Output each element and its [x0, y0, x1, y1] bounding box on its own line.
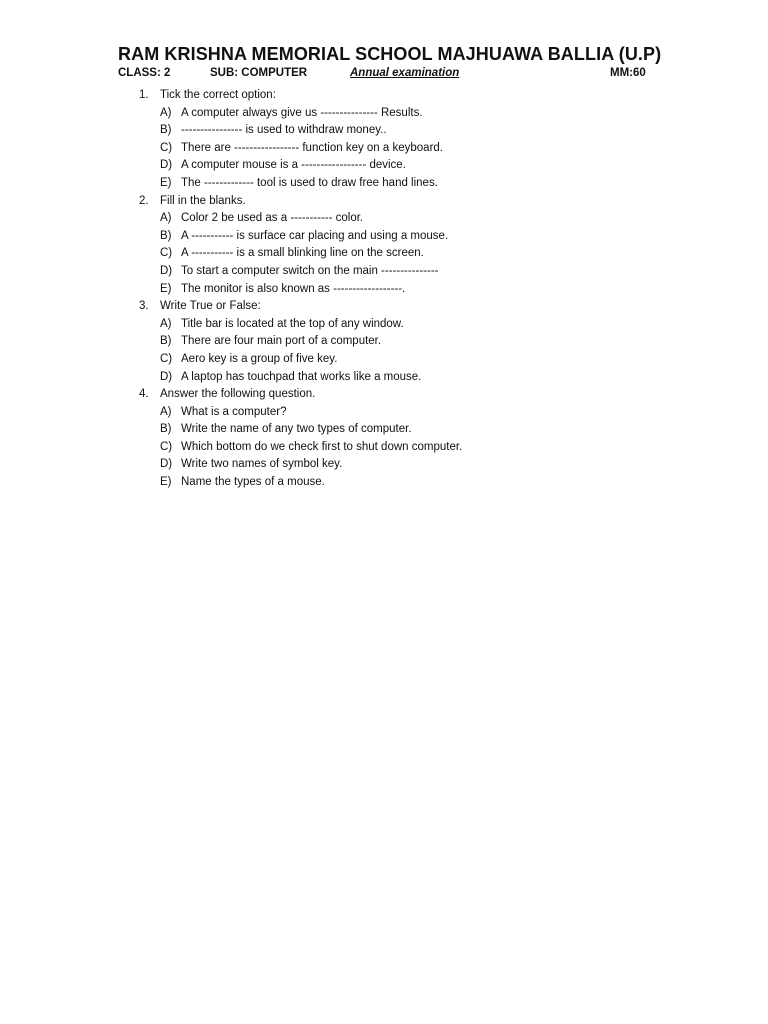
- sub-question-letter: A): [160, 106, 172, 119]
- sub-question-letter: B): [160, 124, 172, 137]
- sub-question-letter: A): [160, 212, 172, 225]
- sub-question-letter: C): [160, 352, 173, 365]
- sub-question-letter: B): [160, 423, 172, 436]
- sub-question-text: A computer mouse is a ----------------- device.: [181, 159, 406, 172]
- sub-question: [0, 140, 768, 158]
- question-heading: [0, 87, 768, 105]
- question-number: 1.: [139, 89, 149, 101]
- sub-question: [0, 439, 768, 457]
- max-marks: MM:60: [610, 67, 646, 79]
- question-list: [0, 87, 768, 492]
- sub-question-letter: D): [160, 159, 173, 172]
- sub-question-letter: D): [160, 264, 173, 277]
- sub-question-text: What is a computer?: [181, 405, 287, 418]
- sub-question-letter: E): [160, 176, 172, 189]
- sub-question-letter: C): [160, 247, 173, 260]
- sub-question-text: A computer always give us --------------- Results.: [181, 106, 423, 119]
- sub-question-text: The ------------- tool is used to draw free hand lines.: [181, 176, 438, 189]
- sub-question: [0, 316, 768, 334]
- question-text: Fill in the blanks.: [160, 194, 246, 207]
- sub-question-text: Write two names of symbol key.: [181, 458, 343, 471]
- sub-question: [0, 210, 768, 228]
- sub-question-text: Title bar is located at the top of any window.: [181, 317, 404, 330]
- sub-question-letter: E): [160, 282, 172, 295]
- sub-question-letter: A): [160, 405, 172, 418]
- sub-question-text: A ----------- is a small blinking line on the screen.: [181, 247, 424, 260]
- sub-question-letter: B): [160, 229, 172, 242]
- sub-question-text: Which bottom do we check first to shut down computer.: [181, 440, 463, 453]
- sub-question-text: A laptop has touchpad that works like a mouse.: [181, 370, 422, 383]
- sub-question-text: There are ----------------- function key on a keyboard.: [181, 141, 443, 154]
- sub-question-text: A ----------- is surface car placing and using a mouse.: [181, 229, 449, 242]
- school-title: RAM KRISHNA MEMORIAL SCHOOL MAJHUAWA BALLIA (U.P): [118, 44, 662, 64]
- question-number: 4.: [139, 388, 149, 401]
- sub-question: [0, 245, 768, 263]
- sub-question-letter: D): [160, 458, 173, 471]
- sub-question-letter: C): [160, 440, 173, 453]
- sub-question-text: Aero key is a group of five key.: [181, 352, 338, 365]
- question-number: 2.: [139, 194, 149, 207]
- sub-question-text: Name the types of a mouse.: [181, 476, 325, 489]
- sub-question-letter: D): [160, 370, 173, 383]
- subject-label: SUB: COMPUTER: [210, 67, 308, 79]
- sub-question-text: Color 2 be used as a ----------- color.: [181, 212, 364, 225]
- sub-question-text: There are four main port of a computer.: [181, 335, 382, 348]
- class-label: CLASS: 2: [118, 67, 171, 79]
- question-number: 3.: [139, 300, 149, 313]
- sub-question-text: Write the name of any two types of computer.: [181, 423, 412, 436]
- exam-title: Annual examination: [350, 67, 460, 79]
- sub-question-letter: B): [160, 335, 172, 348]
- sub-question-letter: A): [160, 317, 172, 330]
- sub-question: [0, 228, 768, 246]
- question-text: Answer the following question.: [160, 388, 316, 401]
- sub-question: [0, 369, 768, 387]
- sub-question-text: ---------------- is used to withdraw money..: [181, 124, 387, 137]
- sub-question-text: To start a computer switch on the main ---------------: [181, 264, 439, 277]
- question-text: Write True or False:: [160, 300, 261, 313]
- sub-question: [0, 474, 768, 492]
- sub-question: [0, 404, 768, 422]
- question-heading: [0, 298, 768, 316]
- question-text: Tick the correct option:: [160, 89, 276, 101]
- sub-question-letter: C): [160, 141, 173, 154]
- sub-question: [0, 175, 768, 193]
- question-heading: [0, 386, 768, 404]
- sub-question: [0, 105, 768, 123]
- sub-question: [0, 157, 768, 175]
- sub-question-text: The monitor is also known as ------------------.: [181, 282, 406, 295]
- question-heading: [0, 193, 768, 211]
- sub-question-letter: E): [160, 476, 172, 489]
- sub-question: [0, 263, 768, 281]
- sub-question: [0, 421, 768, 439]
- sub-question: [0, 122, 768, 140]
- sub-question: [0, 456, 768, 474]
- sub-question: [0, 281, 768, 299]
- sub-question: [0, 333, 768, 351]
- sub-question: [0, 351, 768, 369]
